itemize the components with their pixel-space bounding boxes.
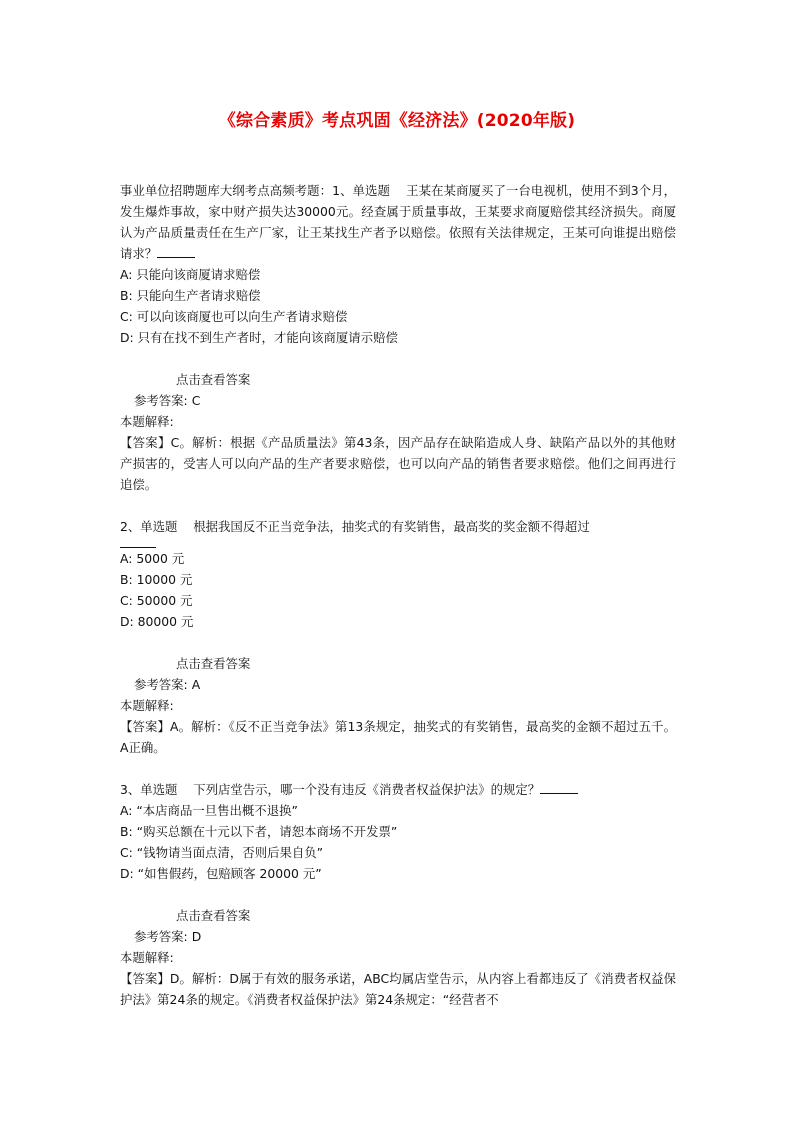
question-3-option-c: C: “钱物请当面点清，否则后果自负” <box>120 845 324 860</box>
question-3-head: 3、单选题 <box>120 782 178 797</box>
question-3-option-d: D: “如售假药，包赔顾客 20000 元” <box>120 866 322 881</box>
question-2-explanation: 【答案】A。解析：《反不正当竞争法》第13条规定，抽奖式的有奖销售，最高奖的金额不超过五千。A正确。 <box>120 719 676 755</box>
question-1-paragraph <box>120 180 676 264</box>
question-2-paragraph <box>120 516 676 537</box>
question-2-answer-value: A <box>191 677 201 692</box>
question-3-explanation: 【答案】D。解析：D属于有效的服务承诺，ABC均属店堂告示，从内容上看都违反了《消费者权益保护法》第24条的规定。《消费者权益保护法》第24条规定：“经营者不 <box>120 971 676 1007</box>
question-2-option-c: C: 50000 元 <box>120 593 193 608</box>
question-3-option-b: B: “购买总额在十元以下者，请恕本商场不开发票” <box>120 824 398 839</box>
question-1-option-d: D: 只有在找不到生产者时，才能向该商厦请示赔偿 <box>120 330 398 345</box>
answer-prefix: 参考答案: <box>134 929 192 944</box>
question-1-option-a: A: 只能向该商厦请求赔偿 <box>120 267 261 282</box>
question-2-option-a: A: 5000 元 <box>120 551 185 566</box>
question-1-head: 1、单选题 <box>332 183 390 198</box>
question-2-reference-answer <box>120 674 676 695</box>
question-2-head: 2、单选题 <box>120 519 178 534</box>
answer-blank <box>157 243 195 258</box>
question-1-stem: 王某在某商厦买了一台电视机，使用不到3个月，发生爆炸事故，家中财产损失达30000元。经查属于质量事故，王某要求商厦赔偿其经济损失。商厦认为产品质量责任在生产厂家，让王某找生产者予以赔偿。依照有关法律规定，王某可向谁提出赔偿请求？ <box>120 183 677 261</box>
question-3-paragraph <box>120 779 676 800</box>
question-2-explain-label: 本题解释: <box>120 698 174 713</box>
answer-blank <box>120 537 156 548</box>
question-1-option-b: B: 只能向生产者请求赔偿 <box>120 288 261 303</box>
question-3-option-a: A: “本店商品一旦售出概不退换” <box>120 803 298 818</box>
question-1-reference-answer <box>120 390 676 411</box>
question-1-option-c: C: 可以向该商厦也可以向生产者请求赔偿 <box>120 309 348 324</box>
answer-prefix: 参考答案: <box>134 677 192 692</box>
intro-text: 事业单位招聘题库大纲考点高频考题： <box>120 183 333 198</box>
question-1-explanation: 【答案】C。解析：根据《产品质量法》第43条，因产品存在缺陷造成人身、缺陷产品以外的其他财产损害的，受害人可以向产品的生产者要求赔偿，也可以向产品的销售者要求赔偿。他们之间再进行追偿。 <box>120 435 676 492</box>
answer-blank <box>540 779 578 794</box>
question-3-reference-answer <box>120 926 676 947</box>
question-1-answer-value: C <box>191 393 201 408</box>
document-title: 《综合素质》考点巩固《经济法》(2020年版) <box>218 111 576 131</box>
question-1-explain-label: 本题解释: <box>120 414 174 429</box>
question-2-stem: 根据我国反不正当竞争法，抽奖式的有奖销售，最高奖的奖金额不得超过 <box>193 519 590 534</box>
question-3-reveal-answer-link[interactable]: 点击查看答案 <box>176 908 251 923</box>
question-3-answer-value: D <box>191 929 202 944</box>
question-2-reveal-answer-link[interactable]: 点击查看答案 <box>176 656 251 671</box>
question-3-stem: 下列店堂告示，哪一个没有违反《消费者权益保护法》的规定？ <box>193 782 541 797</box>
answer-prefix: 参考答案: <box>134 393 192 408</box>
question-3-explain-label: 本题解释: <box>120 950 174 965</box>
document-body <box>120 180 676 1010</box>
question-1-reveal-answer-link[interactable]: 点击查看答案 <box>176 372 251 387</box>
question-2-option-b: B: 10000 元 <box>120 572 193 587</box>
question-2-option-d: D: 80000 元 <box>120 614 194 629</box>
